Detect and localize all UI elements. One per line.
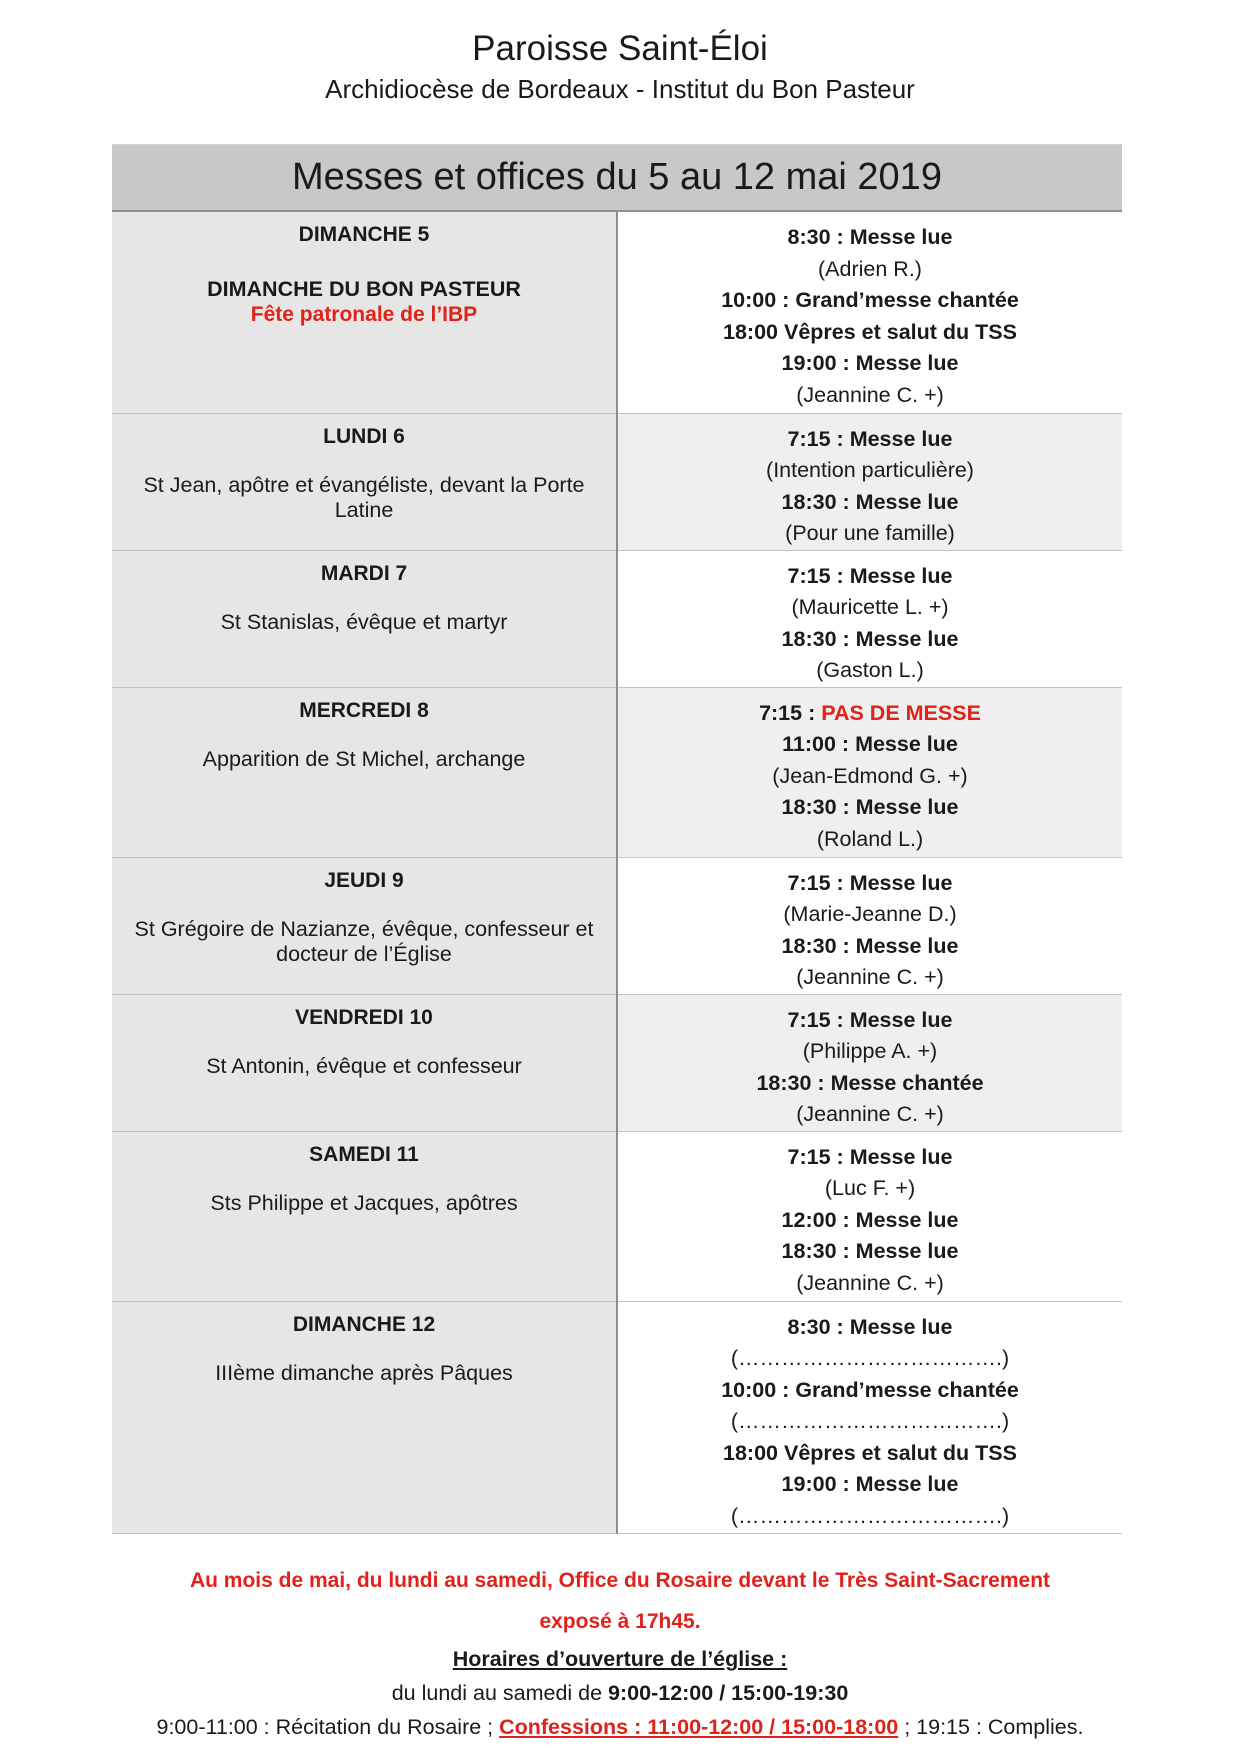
service-line: 10:00 : Grand’messe chantée [721,1377,1019,1402]
service-time: 18:30 [781,933,837,958]
confessions-hours: Confessions : 11:00-12:00 / 15:00-18:00 [499,1715,899,1739]
service-time: 7:15 [787,1007,831,1032]
day-name: MERCREDI 8 [299,698,429,722]
feast-name: St Grégoire de Nazianze, évêque, confesseur et docteur de l’Église [134,916,594,966]
page-header [0,26,1240,106]
service-time: 19:00 [781,351,837,375]
service-line: 18:30 : Messe lue [781,626,959,651]
service-time: 10:00 [721,288,777,312]
service-intention: (Pour une famille) [785,521,955,545]
service-line: 18:30 : Messe lue [781,1239,959,1263]
feast-name: IIIème dimanche après Pâques [215,1360,513,1385]
service-label: Messe lue [849,225,953,249]
day-info [112,857,617,994]
daily-schedule-line [0,1710,1240,1744]
service-label: Messe lue [855,1207,959,1232]
service-label: Messe lue [855,351,959,375]
service-label: Grand’messe chantée [795,1377,1019,1402]
service-label: Messe lue [849,1144,953,1169]
feast-name: St Jean, apôtre et évangéliste, devant la Porte Latine [143,472,585,522]
feast-name: St Stanislas, évêque et martyr [220,609,508,634]
service-intention: (Luc F. +) [824,1176,916,1200]
service-line: 18:30 : Messe lue [781,933,959,958]
service-line: 7:15 : PAS DE MESSE [759,700,981,725]
day-name: DIMANCHE 5 [298,223,430,246]
opening-hours-value: 9:00-12:00 / 15:00-19:30 [608,1681,849,1705]
day-name: VENDREDI 10 [295,1005,433,1029]
service-time: 12:00 [781,1207,837,1232]
daily-suffix: ; 19:15 : Complies. [898,1715,1084,1739]
service-label: Messe lue [855,489,959,514]
day-info [112,1301,617,1533]
day-name: DIMANCHE 12 [292,1312,436,1336]
service-time: 10:00 [721,1377,777,1402]
service-intention: (……………………………….) [730,1346,1010,1370]
service-time: 18:30 [781,489,837,514]
feast-name: Sts Philippe et Jacques, apôtres [210,1190,518,1215]
service-intention: (Adrien R.) [818,256,922,281]
day-name: JEUDI 9 [324,868,404,892]
rosary-notice-line1: Au mois de mai, du lundi au samedi, Office du Rosaire devant le Très Saint-Sacrement [189,1569,1051,1592]
day-services [617,687,1122,857]
day-services [617,857,1122,994]
service-time: 11:00 [782,732,836,756]
service-line: 7:15 : Messe lue [787,870,953,895]
service-label: Messe lue [849,870,953,895]
service-time: 8:30 [787,1314,831,1339]
schedule-table [112,144,1122,1534]
day-row [112,687,1122,857]
service-line: 19:00 : Messe lue [781,1472,959,1496]
service-time: 7:15 [759,700,803,725]
rosary-notice-line2: exposé à 17h45. [539,1610,701,1633]
day-name: LUNDI 6 [323,424,405,448]
service-label: Messe lue [849,1007,953,1032]
service-line: 11:00 : Messe lue [782,732,958,756]
day-info [112,550,617,687]
day-services [617,211,1122,413]
service-line: 7:15 : Messe lue [787,1007,953,1032]
service-time: 7:15 [787,426,831,451]
service-time: 7:15 [787,1144,831,1169]
service-intention: (Philippe A. +) [802,1039,938,1063]
day-info [112,211,617,413]
day-info [112,1131,617,1301]
service-intention: (Mauricette L. +) [791,595,949,619]
no-mass-label: PAS DE MESSE [821,700,981,725]
service-line: 8:30 : Messe lue [787,1314,953,1339]
service-line: 19:00 : Messe lue [781,351,959,375]
day-name: SAMEDI 11 [309,1142,419,1166]
day-row [112,1301,1122,1533]
service-time: 7:15 [787,563,831,588]
service-line: 18:30 : Messe lue [781,489,959,514]
opening-hours-prefix: du lundi au samedi de [391,1681,609,1705]
service-label: Messe chantée [830,1070,984,1095]
day-row [112,413,1122,550]
service-line: 18:00 Vêpres et salut du TSS [723,1440,1017,1465]
service-intention: (Jeannine C. +) [796,382,944,407]
schedule-heading: Messes et offices du 5 au 12 mai 2019 [112,145,1122,212]
service-intention: (Gaston L.) [816,658,924,682]
day-services [617,994,1122,1131]
day-services [617,413,1122,550]
day-info [112,413,617,550]
service-label: Messe lue [855,795,959,819]
service-intention: (Jeannine C. +) [796,1270,944,1295]
parish-subtitle: Archidiocèse de Bordeaux - Institut du Bon Pasteur [325,74,915,104]
service-intention: (Jeannine C. +) [796,1102,944,1126]
day-info [112,687,617,857]
day-name: MARDI 7 [320,561,408,585]
service-label: Messe lue [855,626,959,651]
service-label: Grand’messe chantée [795,288,1019,312]
feast-name: Apparition de St Michel, archange [202,746,526,771]
day-row [112,211,1122,413]
daily-prefix: 9:00-11:00 : Récitation du Rosaire ; [156,1715,500,1739]
service-label: Messe lue [855,732,958,756]
opening-hours-line [0,1676,1240,1710]
service-line: 18:30 : Messe lue [781,795,959,819]
service-time: 19:00 [781,1472,837,1496]
feast-name: St Antonin, évêque et confesseur [206,1053,522,1078]
day-row [112,550,1122,687]
service-time: 18:30 [781,795,837,819]
service-label: Messe lue [855,1239,959,1263]
day-row [112,994,1122,1131]
opening-hours-heading: Horaires d’ouverture de l’église : [452,1647,788,1671]
service-line: 18:00 Vêpres et salut du TSS [723,319,1017,344]
service-time: 18:30 [756,1070,812,1095]
service-intention: (Roland L.) [816,826,924,851]
service-intention: (Jean-Edmond G. +) [772,763,968,788]
service-label: Messe lue [849,1314,953,1339]
feast-extra: Fête patronale de l’IBP [250,303,478,326]
service-line: 7:15 : Messe lue [787,426,953,451]
notice-section [0,1560,1240,1744]
day-services [617,1131,1122,1301]
day-services [617,550,1122,687]
service-line: 10:00 : Grand’messe chantée [721,288,1019,312]
service-line: 18:30 : Messe chantée [756,1070,984,1095]
service-time: 7:15 [787,870,831,895]
day-info [112,994,617,1131]
service-label: Messe lue [855,933,959,958]
service-time: 8:30 [787,225,831,249]
day-row [112,1131,1122,1301]
feast-name: DIMANCHE DU BON PASTEUR [207,277,521,301]
service-time: 18:30 [781,626,837,651]
service-line: 7:15 : Messe lue [787,1144,953,1169]
day-row [112,857,1122,994]
service-line: 12:00 : Messe lue [781,1207,959,1232]
service-intention: (……………………………….) [730,1409,1010,1433]
service-label: Messe lue [849,426,953,451]
day-services [617,1301,1122,1533]
service-intention: (Jeannine C. +) [796,965,944,989]
service-intention: (Intention particulière) [766,458,974,482]
service-line: 8:30 : Messe lue [787,225,953,249]
service-time: 18:30 [781,1239,837,1263]
service-label: Messe lue [849,563,953,588]
service-label: Messe lue [855,1472,959,1496]
service-line: 7:15 : Messe lue [787,563,953,588]
service-intention: (……………………………….) [730,1503,1010,1528]
service-intention: (Marie-Jeanne D.) [783,902,957,926]
parish-title: Paroisse Saint-Éloi [472,29,768,68]
